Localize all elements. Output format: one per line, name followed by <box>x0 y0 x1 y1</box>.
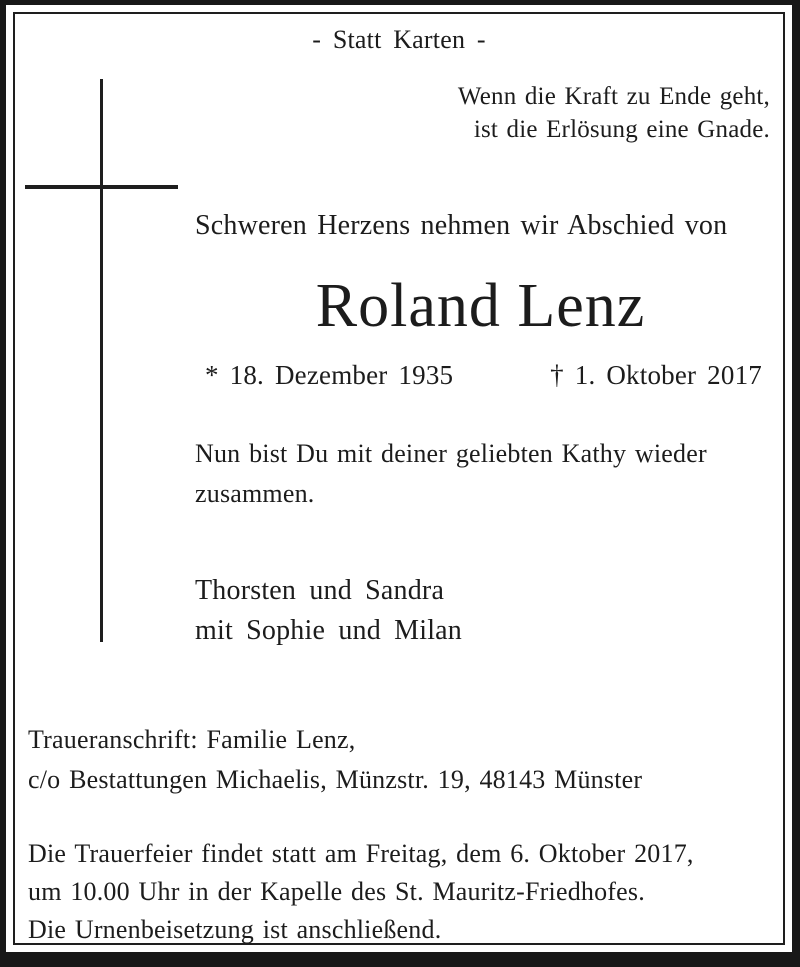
deceased-name: Roland Lenz <box>315 272 646 340</box>
epigraph-line-2: ist die Erlösung eine Gnade. <box>473 116 770 143</box>
obituary-page <box>6 5 792 952</box>
condolence-address <box>28 720 782 800</box>
condolence-address-line-2: c/o Bestattungen Michaelis, Münzstr. 19, 48143 Münster <box>28 765 643 794</box>
condolence-address-line-1: Traueranschrift: Familie Lenz, <box>28 725 356 754</box>
cross-vertical-bar <box>100 79 103 642</box>
personal-message-line-2: zusammen. <box>195 479 315 508</box>
mourners-line-1: Thorsten und Sandra <box>195 575 445 606</box>
mourners-line-2: mit Sophie und Milan <box>195 615 462 646</box>
death-date: † 1. Oktober 2017 <box>550 360 762 390</box>
personal-message-line-1: Nun bist Du mit deiner geliebten Kathy wieder <box>195 439 707 468</box>
funeral-service-line-3: Die Urnenbeisetzung ist anschließend. <box>28 915 442 944</box>
life-dates <box>195 360 766 391</box>
birth-date: * 18. Dezember 1935 <box>205 360 454 390</box>
epigraph-line-1: Wenn die Kraft zu Ende geht, <box>457 83 770 110</box>
mourners <box>195 571 766 651</box>
farewell-intro-line: Schweren Herzens nehmen wir Abschied von <box>195 210 728 241</box>
main-column <box>195 5 766 952</box>
statt-karten-heading: - Statt Karten - <box>312 25 486 54</box>
personal-message <box>195 434 766 514</box>
funeral-service-line-1: Die Trauerfeier findet statt am Freitag, dem 6. Oktober 2017, <box>28 839 694 868</box>
funeral-service-line-2: um 10.00 Uhr in der Kapelle des St. Mauritz-Friedhofes. <box>28 877 645 906</box>
funeral-service-info <box>28 835 782 949</box>
cross-horizontal-bar <box>25 185 178 189</box>
